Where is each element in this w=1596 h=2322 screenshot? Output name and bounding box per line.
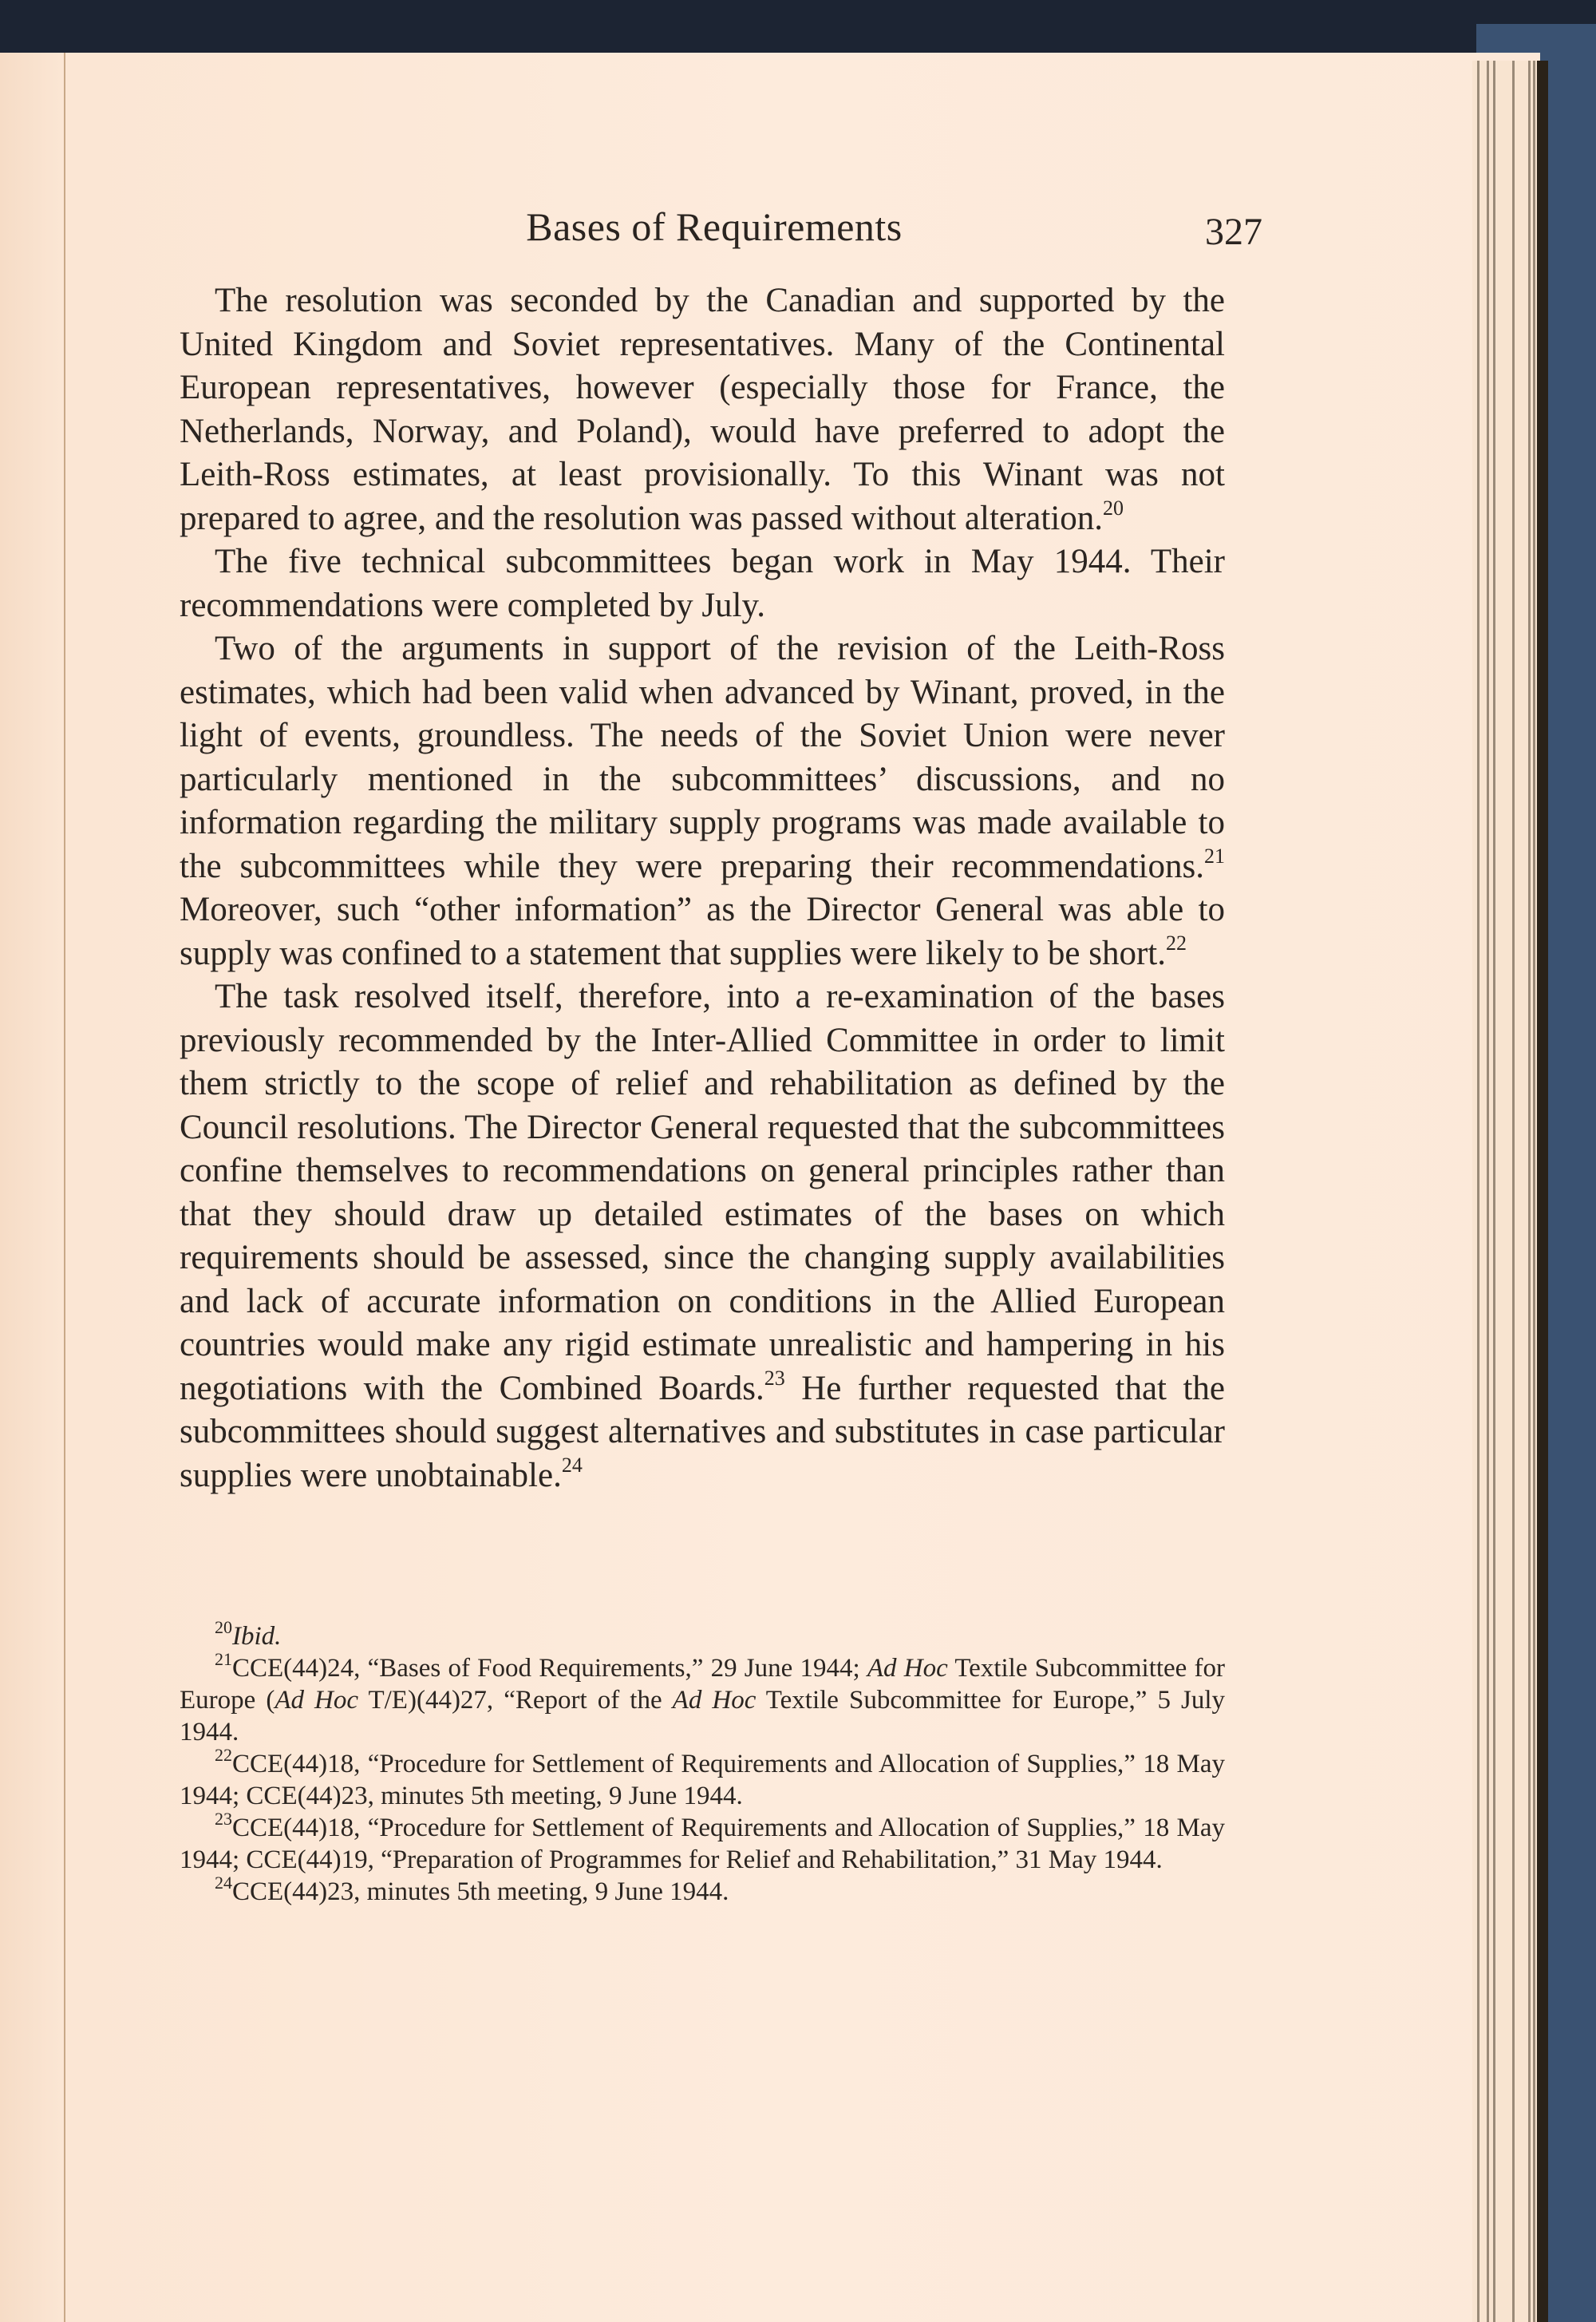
footnote-21: $^{21}$CCE(44)24, “Bases of Food Requirements,” 29 June 1944; Ad Hoc Textile Subcommittee for Europe (Ad Hoc T/E)(44)27, “Report of the Ad Hoc Textile Subcommittee for Europe,” 5 July 1944. — [180, 1649, 1226, 1746]
footnote-23: $^{23}$CCE(44)18, “Procedure for Settlement of Requirements and Allocation of Supplies,” 18 May 1944; CCE(44)19, “Preparation of Programmes for Relief and Rehabilitation,” 31 May 1944. — [180, 1809, 1225, 1874]
page-edges — [1472, 61, 1548, 2322]
footnote-22: $^{22}$CCE(44)18, “Procedure for Settlement of Requirements and Allocation of Supplies,” 18 May 1944; CCE(44)23, minutes 5th meeting, 9 June 1944. — [180, 1745, 1225, 1810]
footnote-ref[interactable]: 24 — [561, 1453, 583, 1477]
paragraph: The five technical subcommittees began work in May 1944. Their recommendations were completed by July. — [180, 543, 1225, 624]
page-gutter — [64, 53, 65, 2322]
footnote-ref[interactable]: 20 — [1103, 496, 1124, 520]
footnote-20: $^{20}$Ibid. — [215, 1617, 282, 1651]
paragraph: The task resolved itself, therefore, into a re-examination of the bases previously recommended by the Inter-Allied Committee in order to limit them strictly to the scope of relief and rehabilitation as defined by the Council resolutions. The Director General requested that the subcommittees confine themselves to recommendations on general principles rather than that they should draw up detailed estimates of the bases on which requirements should be assessed, since the changing supply availabilities and lack of accurate information on conditions in the Allied European countries would make any rigid estimate unrealistic and hampering in his negotiations with the Combined Boards.$^{23}$ He further requested that the subcommittees should suggest alternatives and substitutes in case particular supplies were unobtainable.$^{24}$ — [180, 978, 1225, 1494]
book-cover-top — [0, 0, 1596, 54]
footnotes — [180, 1617, 1226, 1908]
paragraph: Two of the arguments in support of the revision of the Leith-Ross estimates, which had been valid when advanced by Winant, proved, in the light of events, groundless. The needs of the Soviet Union were never particularly mentioned in the subcommittees’ discussions, and no information regarding the military supply programs was made available to the subcommittees while they were preparing their recommendations.$^{21}$ Moreover, such “other information” as the Director General was able to supply was confined to a statement that supplies were likely to be short.$^{22}$ — [180, 630, 1225, 972]
page-number: 327 — [1205, 211, 1262, 253]
footnote-ref[interactable]: 21 — [1204, 844, 1225, 868]
running-head: Bases of Requirements — [526, 204, 903, 249]
footnote-ref[interactable]: 22 — [1165, 931, 1187, 955]
page-header — [184, 204, 1262, 267]
body-text — [180, 279, 1225, 1497]
footnote-ref[interactable]: 23 — [764, 1366, 785, 1390]
footnote-24: $^{24}$CCE(44)23, minutes 5th meeting, 9 June 1944. — [215, 1873, 729, 1906]
paragraph: The resolution was seconded by the Canadian and supported by the United Kingdom and Soviet representatives. Many of the Continental European representatives, however (especially those for France, the Netherlands, Norway, and Poland), would have preferred to adopt the Leith-Ross estimates, at least provisionally. To this Winant was not prepared to agree, and the resolution was passed without alteration.$^{20}$ — [180, 282, 1225, 537]
